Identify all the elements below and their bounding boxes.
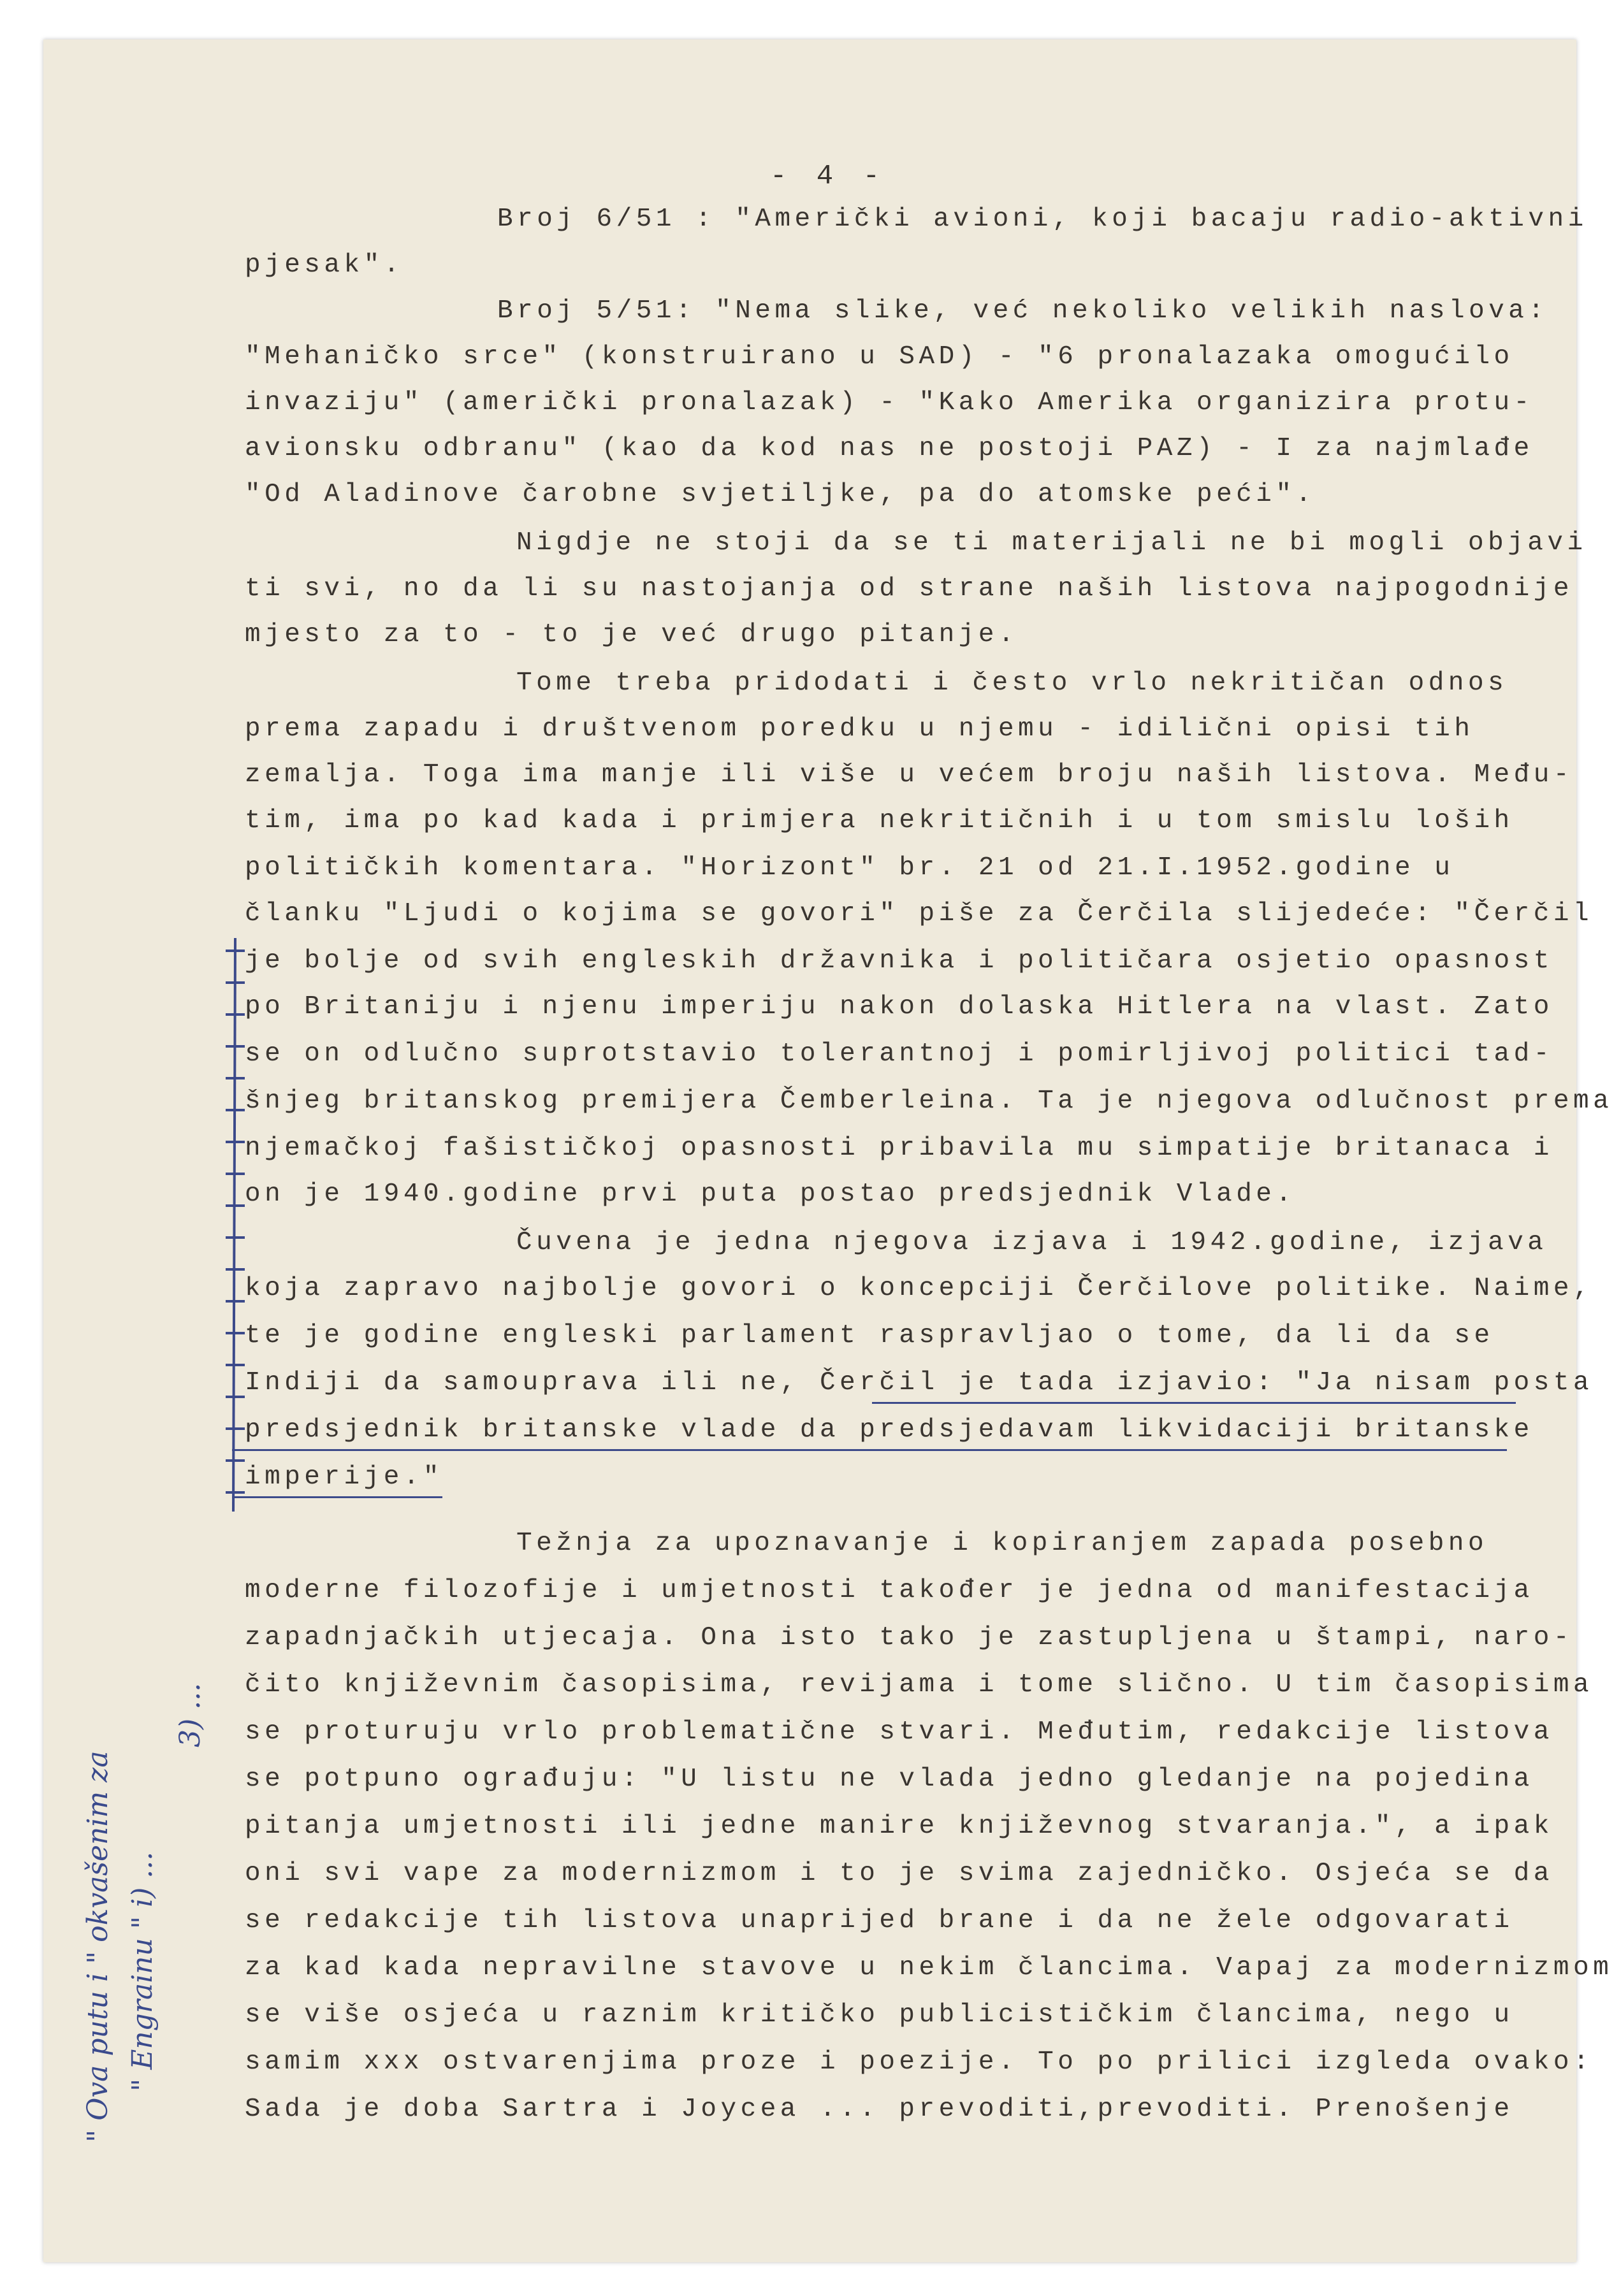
text-line: šnjeg britanskog premijera Čemberleina. Ta je njegova odlučnost prema bbox=[245, 1087, 1613, 1116]
text-line: Težnja za upoznavanje i kopiranjem zapada posebno bbox=[516, 1529, 1488, 1558]
text-line: oni svi vape za modernizmom i to je svima zajedničko. Osjeća se da bbox=[245, 1859, 1553, 1888]
text-line: čito književnim časopisima, revijama i tome slično. U tim časopisima bbox=[245, 1670, 1594, 1700]
handwritten-margin-note: 3) ... bbox=[174, 1682, 207, 1747]
text-line: po Britaniju i njenu imperiju nakon dolaska Hitlera na vlast. Zato bbox=[245, 992, 1553, 1022]
text-line: Čuvena je jedna njegova izjava i 1942.godine, izjava bbox=[516, 1228, 1548, 1257]
text-line: se proturuju vrlo problematične stvari. Međutim, redakcije listova bbox=[245, 1717, 1553, 1747]
page-number: - 4 - bbox=[770, 161, 887, 192]
text-line: on je 1940.godine prvi puta postao predsjednik Vlade. bbox=[245, 1180, 1296, 1209]
ink-underline bbox=[232, 1449, 1507, 1451]
ink-underline bbox=[872, 1402, 1516, 1404]
text-line: invaziju" (američki pronalazak) - "Kako Amerika organizira protu- bbox=[245, 388, 1534, 417]
text-line: Tome treba pridodati i često vrlo nekritičan odnos bbox=[516, 668, 1508, 698]
text-line: pjesak". bbox=[245, 250, 403, 280]
text-line: se redakcije tih listova unaprijed brane i da ne žele odgovarati bbox=[245, 1906, 1514, 1935]
text-line: za kad kada nepravilne stavove u nekim člancima. Vapaj za modernizmom bbox=[245, 1953, 1613, 1982]
document-page bbox=[43, 40, 1613, 2262]
text-line: "Mehaničko srce" (konstruirano u SAD) - "6 pronalazaka omogućilo bbox=[245, 342, 1514, 372]
text-line: prema zapadu i društvenom poredku u njemu - idilični opisi tih bbox=[245, 714, 1474, 744]
text-line: se potpuno ograđuju: "U listu ne vlada jedno gledanje na pojedina bbox=[245, 1765, 1534, 1794]
text-line: ti svi, no da li su nastojanja od strane naših listova najpogodnije bbox=[245, 574, 1573, 603]
text-line: zapadnjačkih utjecaja. Ona isto tako je zastupljena u štampi, naro- bbox=[245, 1623, 1573, 1652]
text-line: se on odlučno suprotstavio tolerantnoj i pomirljivoj politici tad- bbox=[245, 1039, 1553, 1069]
text-line: Indiji da samouprava ili ne, Čerčil je tada izjavio: "Ja nisam posta bbox=[245, 1368, 1594, 1397]
text-line: pitanja umjetnosti ili jedne manire književnog stvaranja.", a ipak bbox=[245, 1812, 1553, 1841]
handwritten-margin-note: " Engrainu " i) ... bbox=[126, 1851, 159, 2091]
text-line: je bolje od svih engleskih državnika i političara osjetio opasnost bbox=[245, 946, 1553, 976]
text-line: imperije." bbox=[245, 1462, 444, 1492]
text-line: Sada je doba Sartra i Joycea ... prevoditi,prevoditi. Prenošenje bbox=[245, 2095, 1514, 2124]
text-line: njemačkoj fašističkoj opasnosti pribavila mu simpatije britanaca i bbox=[245, 1134, 1553, 1163]
ink-underline bbox=[232, 1496, 442, 1498]
text-line: političkih komentara. "Horizont" br. 21 od 21.I.1952.godine u bbox=[245, 853, 1455, 883]
text-line: predsjednik britanske vlade da predsjedavam likvidaciji britanske bbox=[245, 1415, 1534, 1445]
margin-hatch-mark bbox=[219, 938, 251, 1512]
text-line: članku "Ljudi o kojima se govori" piše za Čerčila slijedeće: "Čerčil bbox=[245, 899, 1594, 928]
text-line: samim xxx ostvarenjima proze i poezije. To po prilici izgleda ovako: bbox=[245, 2047, 1594, 2077]
handwritten-margin-note: " Ova putu i " okvašenim za bbox=[82, 1751, 114, 2142]
text-line: mjesto za to - to je već drugo pitanje. bbox=[245, 620, 1019, 649]
text-line: Nigdje ne stoji da se ti materijali ne bi mogli objavi bbox=[516, 528, 1587, 558]
text-line: Broj 6/51 : "Američki avioni, koji bacaju radio-aktivni bbox=[497, 205, 1588, 234]
text-line: tim, ima po kad kada i primjera nekritičnih i u tom smislu loših bbox=[245, 806, 1514, 835]
text-line: koja zapravo najbolje govori o koncepciji Čerčilove politike. Naime, bbox=[245, 1274, 1594, 1303]
text-line: zemalja. Toga ima manje ili više u većem broju naših listova. Među- bbox=[245, 760, 1573, 790]
text-line: moderne filozofije i umjetnosti također je jedna od manifestacija bbox=[245, 1576, 1534, 1605]
text-line: avionsku odbranu" (kao da kod nas ne postoji PAZ) - I za najmlađe bbox=[245, 434, 1534, 463]
text-line: "Od Aladinove čarobne svjetiljke, pa do atomske peći". bbox=[245, 480, 1316, 509]
text-line: te je godine engleski parlament raspravljao o tome, da li da se bbox=[245, 1321, 1494, 1350]
text-line: se više osjeća u raznim kritičko publicističkim člancima, nego u bbox=[245, 2000, 1514, 2030]
text-line: Broj 5/51: "Nema slike, već nekoliko velikih naslova: bbox=[497, 296, 1548, 326]
